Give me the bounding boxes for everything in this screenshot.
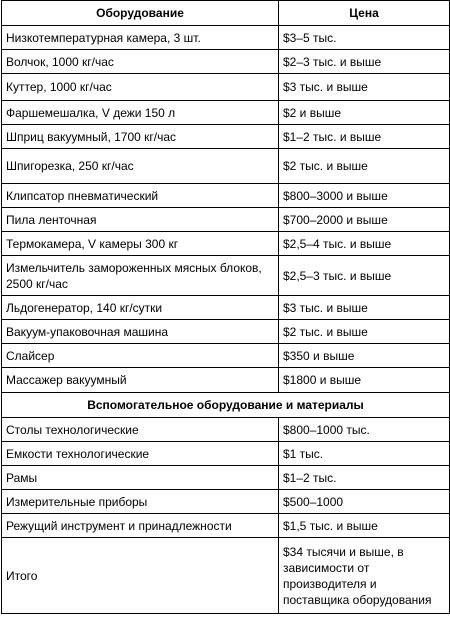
table-row xyxy=(2,184,450,208)
equipment-cell: Измерительные приборы xyxy=(2,490,279,514)
price-cell: $3 тыс. и выше xyxy=(279,296,450,320)
price-cell: $2 тыс. и выше xyxy=(279,149,450,184)
equipment-cell: Массажер вакуумный xyxy=(2,368,279,393)
table-row xyxy=(2,442,450,466)
table-row xyxy=(2,26,450,50)
equipment-price-table xyxy=(1,0,450,614)
equipment-cell: Термокамера, V камеры 300 кг xyxy=(2,232,279,256)
table-row xyxy=(2,125,450,149)
equipment-cell: Фаршемешалка, V дежи 150 л xyxy=(2,101,279,125)
table-row xyxy=(2,296,450,320)
table-row xyxy=(2,514,450,538)
price-cell: $500–1000 xyxy=(279,490,450,514)
equipment-cell: Столы технологические xyxy=(2,418,279,442)
equipment-cell: Волчок, 1000 кг/час xyxy=(2,50,279,74)
section-header-row xyxy=(2,393,450,418)
equipment-cell: Низкотемпературная камера, 3 шт. xyxy=(2,26,279,50)
equipment-cell: Куттер, 1000 кг/час xyxy=(2,74,279,101)
table-row xyxy=(2,490,450,514)
table-row xyxy=(2,74,450,101)
table-row xyxy=(2,466,450,490)
table-row xyxy=(2,418,450,442)
equipment-cell: Пила ленточная xyxy=(2,208,279,232)
price-cell: $1–2 тыс. xyxy=(279,466,450,490)
equipment-cell: Клипсатор пневматический xyxy=(2,184,279,208)
equipment-cell: Шприц вакуумный, 1700 кг/час xyxy=(2,125,279,149)
price-cell: $2–3 тыс. и выше xyxy=(279,50,450,74)
price-cell: $2,5–4 тыс. и выше xyxy=(279,232,450,256)
price-cell: $2 и выше xyxy=(279,101,450,125)
equipment-cell: Вакуум-упаковочная машина xyxy=(2,320,279,344)
equipment-cell: Шпигорезка, 250 кг/час xyxy=(2,149,279,184)
price-cell: $2 тыс. и выше xyxy=(279,320,450,344)
table-row xyxy=(2,208,450,232)
table-row xyxy=(2,320,450,344)
total-price: $34 тысячи и выше, в зависимости от производителя и поставщика оборудования xyxy=(279,538,450,614)
total-label: Итого xyxy=(2,538,279,614)
table-row xyxy=(2,232,450,256)
table-row xyxy=(2,344,450,368)
section-title: Вспомогательное оборудование и материалы xyxy=(2,393,450,418)
price-cell: $1,5 тыс. и выше xyxy=(279,514,450,538)
price-cell: $3 тыс. и выше xyxy=(279,74,450,101)
price-cell: $800–1000 тыс. xyxy=(279,418,450,442)
equipment-cell: Слайсер xyxy=(2,344,279,368)
price-cell: $1800 и выше xyxy=(279,368,450,393)
price-cell: $700–2000 и выше xyxy=(279,208,450,232)
table-row xyxy=(2,50,450,74)
equipment-cell: Льдогенератор, 140 кг/сутки xyxy=(2,296,279,320)
column-header-price: Цена xyxy=(279,1,450,26)
equipment-cell: Измельчитель замороженных мясных блоков, 2500 кг/час xyxy=(2,256,279,296)
price-cell: $800–3000 и выше xyxy=(279,184,450,208)
price-cell: $1 тыс. xyxy=(279,442,450,466)
equipment-cell: Емкости технологические xyxy=(2,442,279,466)
table-header-row xyxy=(2,1,450,26)
price-cell: $1–2 тыс. и выше xyxy=(279,125,450,149)
total-row xyxy=(2,538,450,614)
table-row xyxy=(2,256,450,296)
price-cell: $350 и выше xyxy=(279,344,450,368)
table-row xyxy=(2,368,450,393)
table-row xyxy=(2,149,450,184)
price-cell: $2,5–3 тыс. и выше xyxy=(279,256,450,296)
equipment-cell: Рамы xyxy=(2,466,279,490)
table-row xyxy=(2,101,450,125)
column-header-equipment: Оборудование xyxy=(2,1,279,26)
price-cell: $3–5 тыс. xyxy=(279,26,450,50)
equipment-cell: Режущий инструмент и принадлежности xyxy=(2,514,279,538)
